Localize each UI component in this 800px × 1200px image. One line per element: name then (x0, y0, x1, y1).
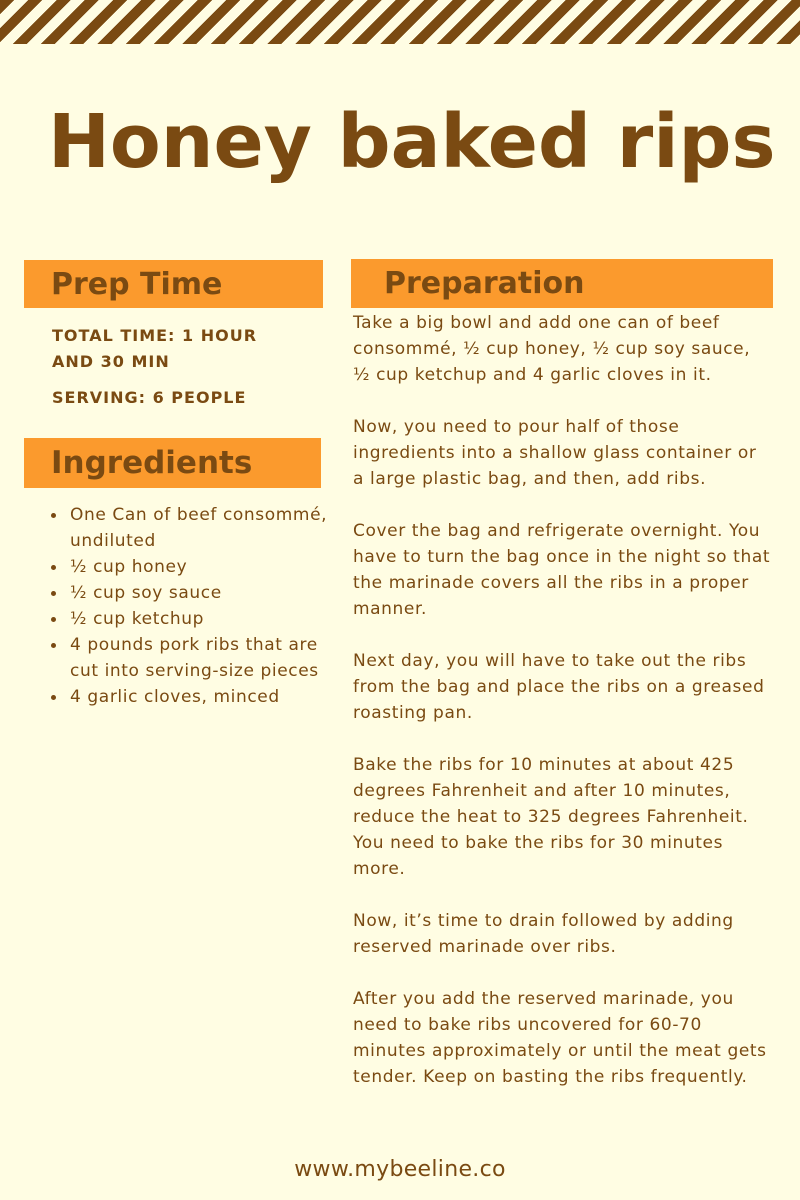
preparation-heading: Preparation (384, 266, 585, 301)
ingredient-text: 4 garlic cloves, minced (70, 687, 280, 707)
website-footer: www.mybeeline.co (294, 1157, 506, 1182)
bullet-icon (51, 695, 56, 700)
ingredients-heading: Ingredients (51, 445, 253, 481)
preparation-step: Now, it’s time to drain followed by adding reserved marinade over ribs. (353, 911, 734, 957)
ingredient-text: One Can of beef consommé, undiluted (70, 505, 328, 551)
preparation-step: Cover the bag and refrigerate overnight. You have to turn the bag once in the night so that the marinade covers all the ribs in a proper manner. (353, 521, 771, 619)
list-item (70, 606, 340, 632)
list-item (70, 580, 340, 606)
list-item (70, 632, 340, 684)
serving: SERVING: 6 PEOPLE (52, 388, 247, 407)
bullet-icon (51, 617, 56, 622)
ingredient-text: ½ cup honey (70, 557, 188, 577)
bullet-icon (51, 643, 56, 648)
preparation-step: Now, you need to pour half of those ingredients into a shallow glass container or a large plastic bag, and then, add ribs. (353, 417, 757, 489)
preparation-header (351, 259, 773, 308)
page-title: Honey baked rips (48, 99, 776, 185)
ingredient-text: ½ cup ketchup (70, 609, 205, 629)
list-item (70, 684, 340, 710)
bullet-icon (51, 591, 56, 596)
bullet-icon (51, 513, 56, 518)
striped-border (0, 0, 800, 44)
ingredient-text: 4 pounds pork ribs that are cut into serving-size pieces (70, 635, 319, 681)
preparation-step: After you add the reserved marinade, you need to bake ribs uncovered for 60-70 minutes approximately or until the meat gets tender. Keep on basting the ribs frequently. (353, 989, 767, 1087)
preparation-step: Next day, you will have to take out the ribs from the bag and place the ribs on a greased roasting pan. (353, 651, 765, 723)
ingredients-header (24, 438, 321, 488)
preparation-steps (353, 310, 773, 1090)
ingredients-list (50, 502, 340, 710)
preparation-step: Take a big bowl and add one can of beef consommé, ½ cup honey, ½ cup soy sauce, ½ cup ketchup and 4 garlic cloves in it. (353, 313, 751, 385)
preparation-step: Bake the ribs for 10 minutes at about 425 degrees Fahrenheit and after 10 minutes, reduce the heat to 325 degrees Fahrenheit. You need to bake the ribs for 30 minutes more. (353, 755, 749, 879)
prep-time-heading: Prep Time (51, 266, 223, 302)
bullet-icon (51, 565, 56, 570)
total-time: TOTAL TIME: 1 HOUR AND 30 MIN (52, 326, 258, 371)
ingredient-text: ½ cup soy sauce (70, 583, 222, 603)
list-item (70, 502, 340, 554)
prep-time-header (24, 260, 323, 308)
list-item (70, 554, 340, 580)
